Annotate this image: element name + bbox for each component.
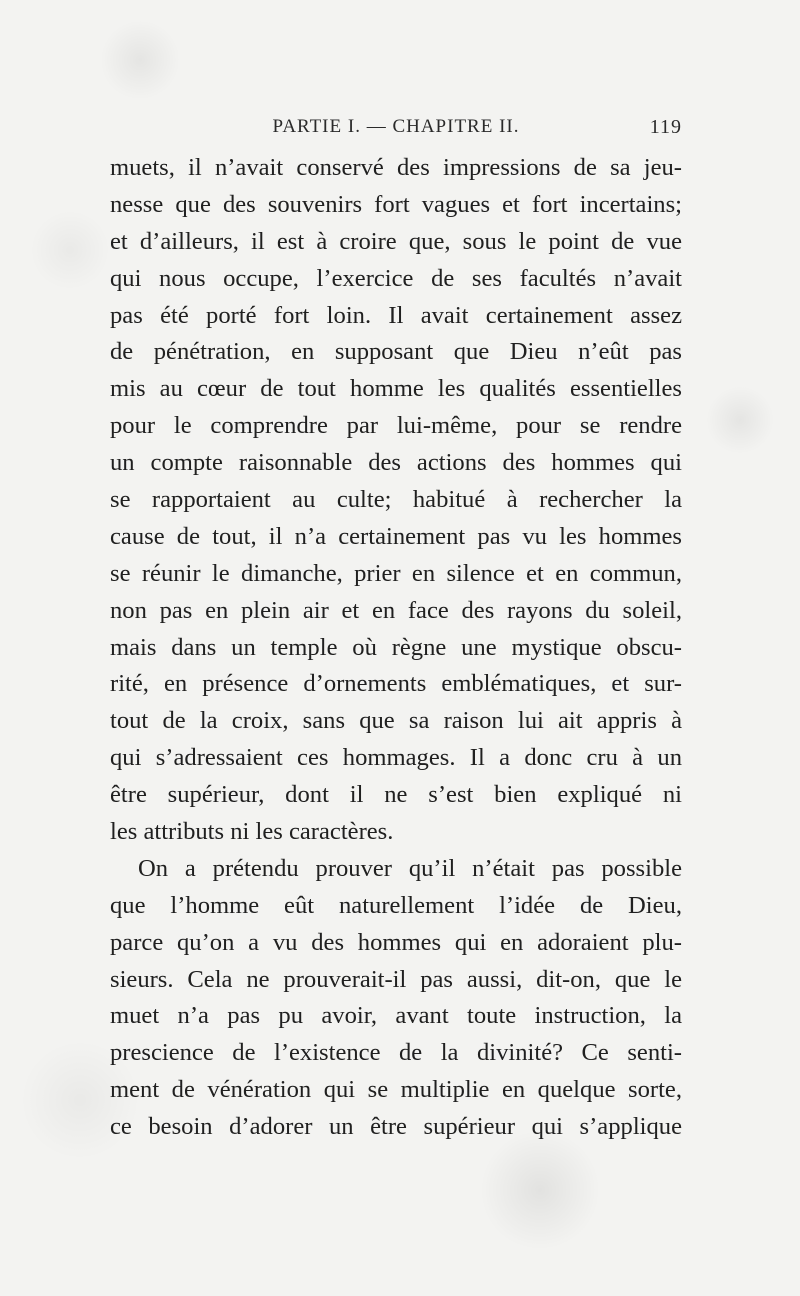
text-line: prescience de l’existence de la divinité? Ce senti- xyxy=(110,1039,682,1067)
text-line: qui nous occupe, l’exercice de ses facultés n’avait xyxy=(110,264,682,292)
text-line: sieurs. Cela ne prouverait-il pas aussi, dit-on, que le xyxy=(110,965,682,993)
text-line: être supérieur, dont il ne s’est bien expliqué ni xyxy=(110,781,682,809)
text-line: se réunir le dimanche, prier en silence et en commun, xyxy=(110,559,682,587)
text-line: qui s’adressaient ces hommages. Il a donc cru à un xyxy=(110,744,682,772)
text-line: rité, en présence d’ornements emblématiques, et sur- xyxy=(110,670,682,698)
text-line: tout de la croix, sans que sa raison lui ait appris à xyxy=(110,707,682,735)
text-line: et d’ailleurs, il est à croire que, sous le point de vue xyxy=(110,227,682,255)
text-line: cause de tout, il n’a certainement pas vu les hommes xyxy=(110,522,682,550)
text-line: un compte raisonnable des actions des hommes qui xyxy=(110,449,682,477)
running-head-title: PARTIE I. — CHAPITRE II. xyxy=(272,116,520,137)
text-line: mais dans un temple où règne une mystique obscu- xyxy=(110,633,682,661)
text-line: parce qu’on a vu des hommes qui en adoraient plu- xyxy=(110,928,682,956)
running-head xyxy=(110,116,682,146)
text-line: de pénétration, en supposant que Dieu n’eût pas xyxy=(110,338,682,366)
paragraph-start-line: On a prétendu prouver qu’il n’était pas possible xyxy=(138,854,682,882)
paragraph-end-line: les attributs ni les caractères. xyxy=(110,818,394,846)
page-number: 119 xyxy=(649,116,682,138)
text-line: ce besoin d’adorer un être supérieur qui s’applique xyxy=(110,1113,682,1141)
text-line: mis au cœur de tout homme les qualités essentielles xyxy=(110,375,682,403)
text-line: muet n’a pas pu avoir, avant toute instruction, la xyxy=(110,1002,682,1030)
text-line: pour le comprendre par lui-même, pour se rendre xyxy=(110,412,682,440)
body-text xyxy=(110,150,682,1146)
text-line: que l’homme eût naturellement l’idée de Dieu, xyxy=(110,891,682,919)
text-line: ment de vénération qui se multiplie en quelque sorte, xyxy=(110,1076,682,1104)
text-line: non pas en plein air et en face des rayons du soleil, xyxy=(110,596,682,624)
text-line: pas été porté fort loin. Il avait certainement assez xyxy=(110,301,682,329)
text-line: se rapportaient au culte; habitué à rechercher la xyxy=(110,486,682,514)
text-line: nesse que des souvenirs fort vagues et fort incertains; xyxy=(110,190,682,218)
text-line: muets, il n’avait conservé des impressions de sa jeu- xyxy=(110,154,682,181)
